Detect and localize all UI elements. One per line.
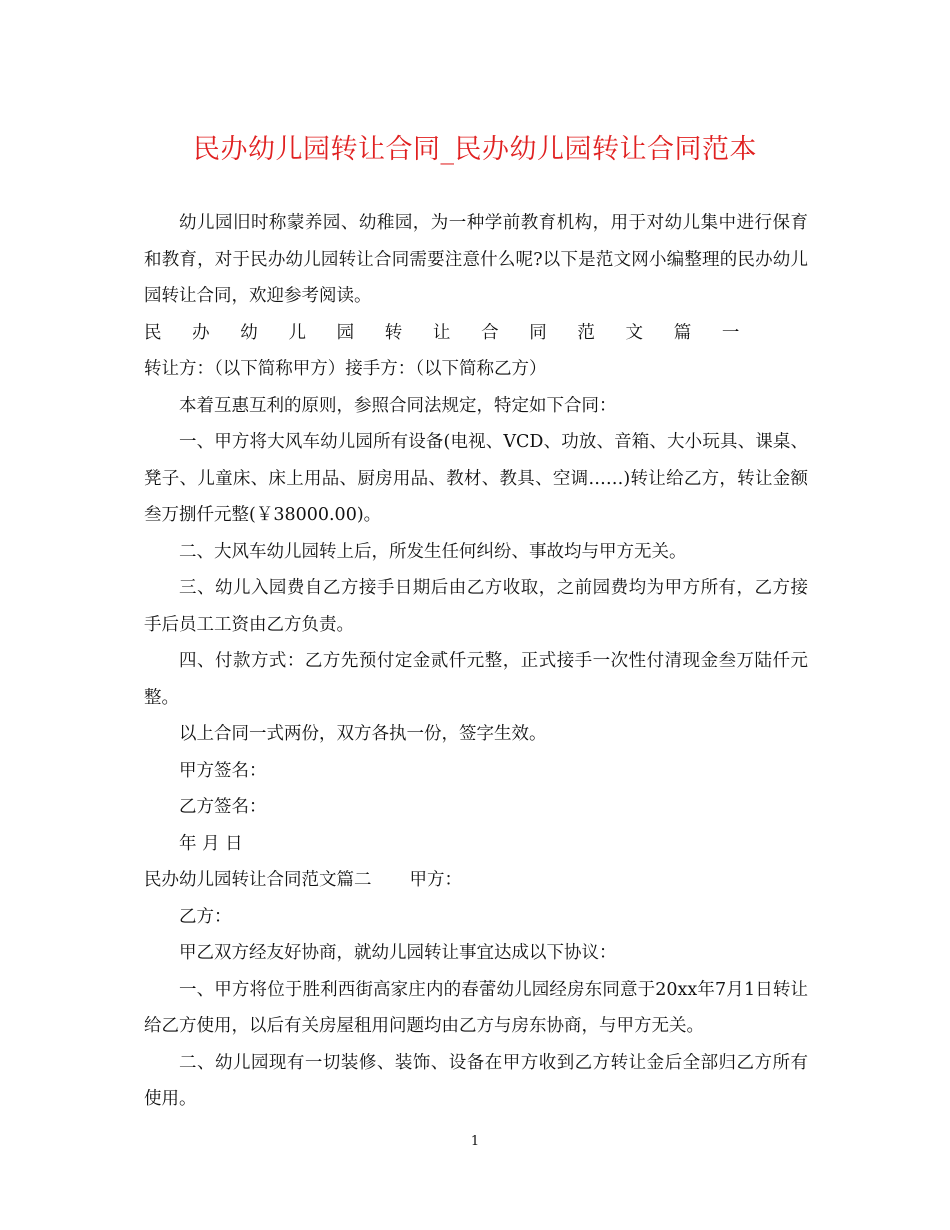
sample2-clause-1: 一、甲方将位于胜利西街高家庄内的春蕾幼儿园经房东同意于20xx年7月1日转让给乙方使用，以后有关房屋租用问题均由乙方与房东协商，与甲方无关。 bbox=[144, 979, 808, 1036]
sample1-heading: 民办幼儿园转让合同范文篇一 bbox=[144, 322, 770, 343]
clause-4: 四、付款方式：乙方先预付定金贰仟元整，正式接手一次性付清现金叁万陆仟元整。 bbox=[144, 651, 808, 708]
document-body bbox=[144, 205, 808, 1118]
sample2-agreement: 甲乙双方经友好协商，就幼儿园转让事宜达成以下协议： bbox=[179, 943, 617, 963]
party-b-signature: 乙方签名： bbox=[179, 797, 267, 817]
intro-paragraph: 幼儿园旧时称蒙养园、幼稚园，为一种学前教育机构，用于对幼儿集中进行保育和教育，对于民办幼儿园转让合同需要注意什么呢?以下是范文网小编整理的民办幼儿园转让合同，欢迎参考阅读。 bbox=[144, 213, 808, 306]
sample2-clause-2: 二、幼儿园现有一切装修、装饰、设备在甲方收到乙方转让金后全部归乙方所有使用。 bbox=[144, 1052, 808, 1109]
sample2-party-a: 甲方： bbox=[409, 870, 462, 890]
document-title: 民办幼儿园转让合同_民办幼儿园转让合同范本 bbox=[193, 134, 757, 165]
sample2-party-b: 乙方： bbox=[179, 906, 232, 927]
clause-1: 一、甲方将大风车幼儿园所有设备(电视、VCD、功放、音箱、大小玩具、课桌、凳子、儿童床、床上用品、厨房用品、教材、教具、空调……)转让给乙方，转让金额叁万捌仟元整(￥38000.00)。 bbox=[144, 432, 808, 525]
sample1-parties: 转让方：（以下简称甲方）接手方：（以下简称乙方） bbox=[144, 359, 547, 379]
sample1-heading-line bbox=[144, 315, 808, 388]
principle-paragraph: 本着互惠互利的原则，参照合同法规定，特定如下合同： bbox=[179, 395, 617, 416]
sample2-heading-line bbox=[144, 862, 808, 899]
clause-2: 二、大风车幼儿园转上后，所发生任何纠纷、事故均与甲方无关。 bbox=[179, 541, 687, 562]
sample2-heading: 民办幼儿园转让合同范文篇二 bbox=[144, 870, 372, 890]
party-a-signature: 甲方签名： bbox=[179, 760, 267, 781]
page-number: 1 bbox=[470, 1134, 480, 1149]
date-line: 年 月 日 bbox=[179, 833, 243, 854]
copies-paragraph: 以上合同一式两份，双方各执一份，签字生效。 bbox=[179, 724, 547, 744]
clause-3: 三、幼儿入园费自乙方接手日期后由乙方收取，之前园费均为甲方所有，乙方接手后员工工资由乙方负责。 bbox=[144, 578, 808, 635]
